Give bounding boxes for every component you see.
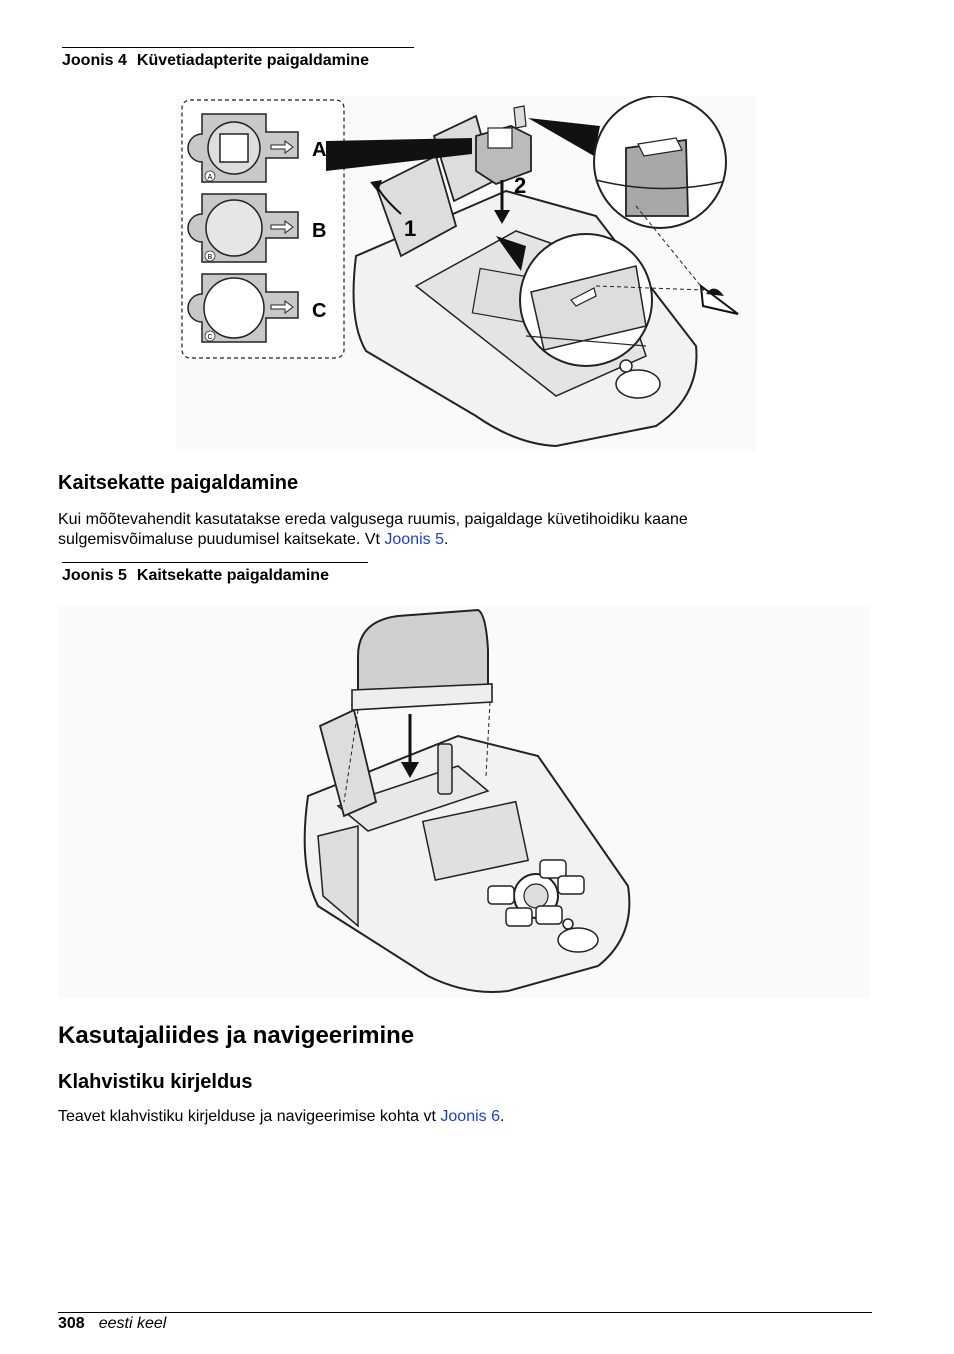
section3-text: Teavet klahvistiku kirjelduse ja navigeerimise kohta vt [58, 1108, 441, 1125]
section-heading-keypad: Klahvistiku kirjeldus [58, 1071, 253, 1093]
figure5-title: Kaitsekatte paigaldamine [136, 567, 329, 584]
figure4-illustration [176, 96, 756, 451]
keypad-home-button [558, 876, 584, 894]
keypad-light-button [536, 906, 562, 924]
section1-paragraph [58, 510, 878, 550]
link-figure6[interactable]: Joonis 6 [440, 1108, 500, 1125]
keypad-power-button [506, 908, 532, 926]
link-figure5[interactable]: Joonis 5 [384, 531, 444, 548]
adapter-c-badge: C [207, 334, 213, 341]
adapter-label-b: B [312, 220, 327, 242]
figure5-caption [62, 562, 368, 585]
step-1-label: 1 [404, 216, 417, 241]
section3-paragraph [58, 1107, 878, 1127]
figure5-illustration [58, 606, 870, 998]
zoom-circle-bottom [520, 234, 652, 366]
figure5-number: Joonis 5 [62, 567, 127, 584]
indicator-led [563, 919, 573, 929]
footer-language: eesti keel [98, 1315, 167, 1332]
step-2-label: 2 [514, 173, 527, 198]
page-number: 308 [58, 1315, 85, 1332]
figure4-caption [62, 47, 414, 70]
section1-line2-end: . [443, 531, 449, 548]
figure4-number: Joonis 4 [62, 52, 127, 69]
adapter-a-badge: A [207, 174, 213, 181]
section-heading-protective-cover: Kaitsekatte paigaldamine [58, 472, 299, 494]
section3-text-end: . [500, 1108, 505, 1125]
page-footer [58, 1312, 872, 1333]
sample-vial [438, 744, 452, 794]
figure4-title: Küvetiadapterite paigaldamine [136, 52, 369, 69]
adapter-label-a: A [312, 139, 327, 161]
protective-cover [352, 610, 492, 710]
zoom-circle-top [594, 96, 726, 228]
keypad-left-button [488, 886, 514, 904]
section1-line1: Kui mõõtevahendit kasutatakse ereda valgusega ruumis, paigaldage küvetihoidiku kaane [58, 511, 688, 528]
adapter-b-badge: B [207, 254, 213, 261]
section-heading-ui-navigation: Kasutajaliides ja navigeerimine [58, 1022, 415, 1049]
section1-line2: sulgemisvõimaluse puudumisel kaitsekate. Vt [58, 531, 385, 548]
logo-badge [558, 928, 598, 952]
adapter-label-c: C [312, 300, 327, 322]
